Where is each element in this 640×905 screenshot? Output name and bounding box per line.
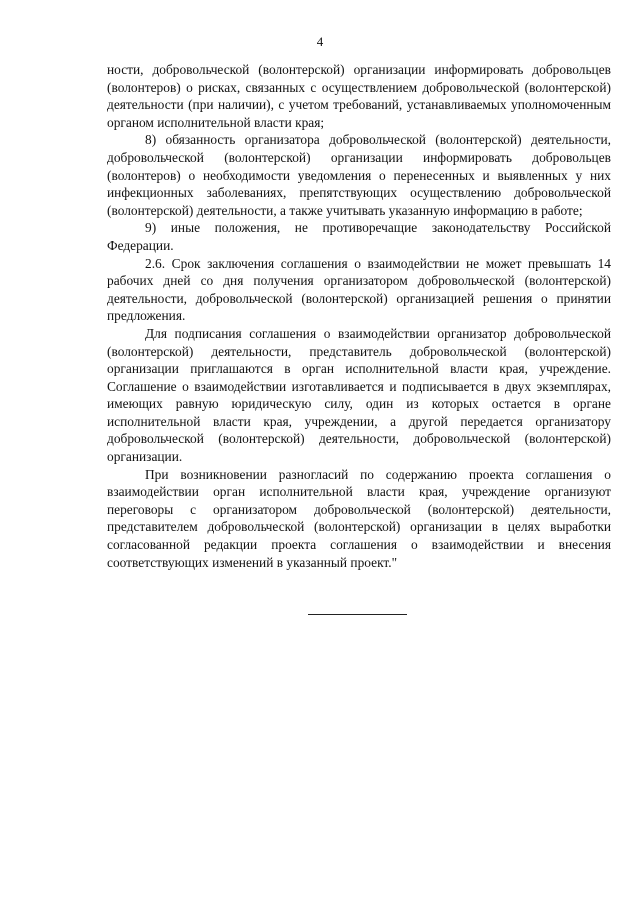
paragraph-item-9: 9) иные положения, не противоречащие законодательству Российской Федерации. <box>107 220 611 253</box>
paragraph-continuation: ности, добровольческой (волонтерской) организации информировать добровольцев (волонтеров) о рисках, связанных с осуществлением добровольческой (волонтерской) деятельности (при наличии), с учетом требований, устанавливаемых уполномоченным органом исполнительной власти края; <box>107 62 611 130</box>
end-separator-line <box>308 614 407 615</box>
page-number: 4 <box>316 34 324 49</box>
paragraph-section-2-6: 2.6. Срок заключения соглашения о взаимодействии не может превышать 14 рабочих дней со дня получения организатором добровольческой (волонтерской) деятельности, добровольческой (волонтерской) организацией решения о принятии предложения. <box>107 255 611 324</box>
paragraph-disagreements: При возникновении разногласий по содержанию проекта соглашения о взаимодействии орган исполнительной власти края, учреждение организуют переговоры с организатором добровольческой (волонтерской) деятельности, представителем добровольческой (волонтерской) организации в целях выработки согласованной редакции проекта соглашения о взаимодействии и внесения соответствующих изменений в указанный проект." <box>107 466 611 570</box>
paragraph-signing-procedure: Для подписания соглашения о взаимодействии организатор добровольческой (волонтерской) деятельности, представитель добровольческой (волонтерской) организации приглашаются в орган исполнительной власти края, учреждение. Соглашение о взаимодействии изготавливается и подписывается в двух экземплярах, имеющих равную юридическую силу, один из которых остается в органе исполнительной власти края, учреждении, а другой передается организатору добровольческой (волонтерской) деятельности, добровольческой (волонтерской) организации. <box>107 325 611 465</box>
body-text <box>107 61 611 571</box>
paragraph-item-8: 8) обязанность организатора добровольческой (волонтерской) деятельности, добровольческой (волонтерской) организации информировать добровольцев (волонтеров) о необходимости уведомления о перенесенных и выявленных у них инфекционных заболеваниях, препятствующих осуществлению добровольческой (волонтерской) деятельности, а также учитывать указанную информацию в работе; <box>107 132 611 218</box>
